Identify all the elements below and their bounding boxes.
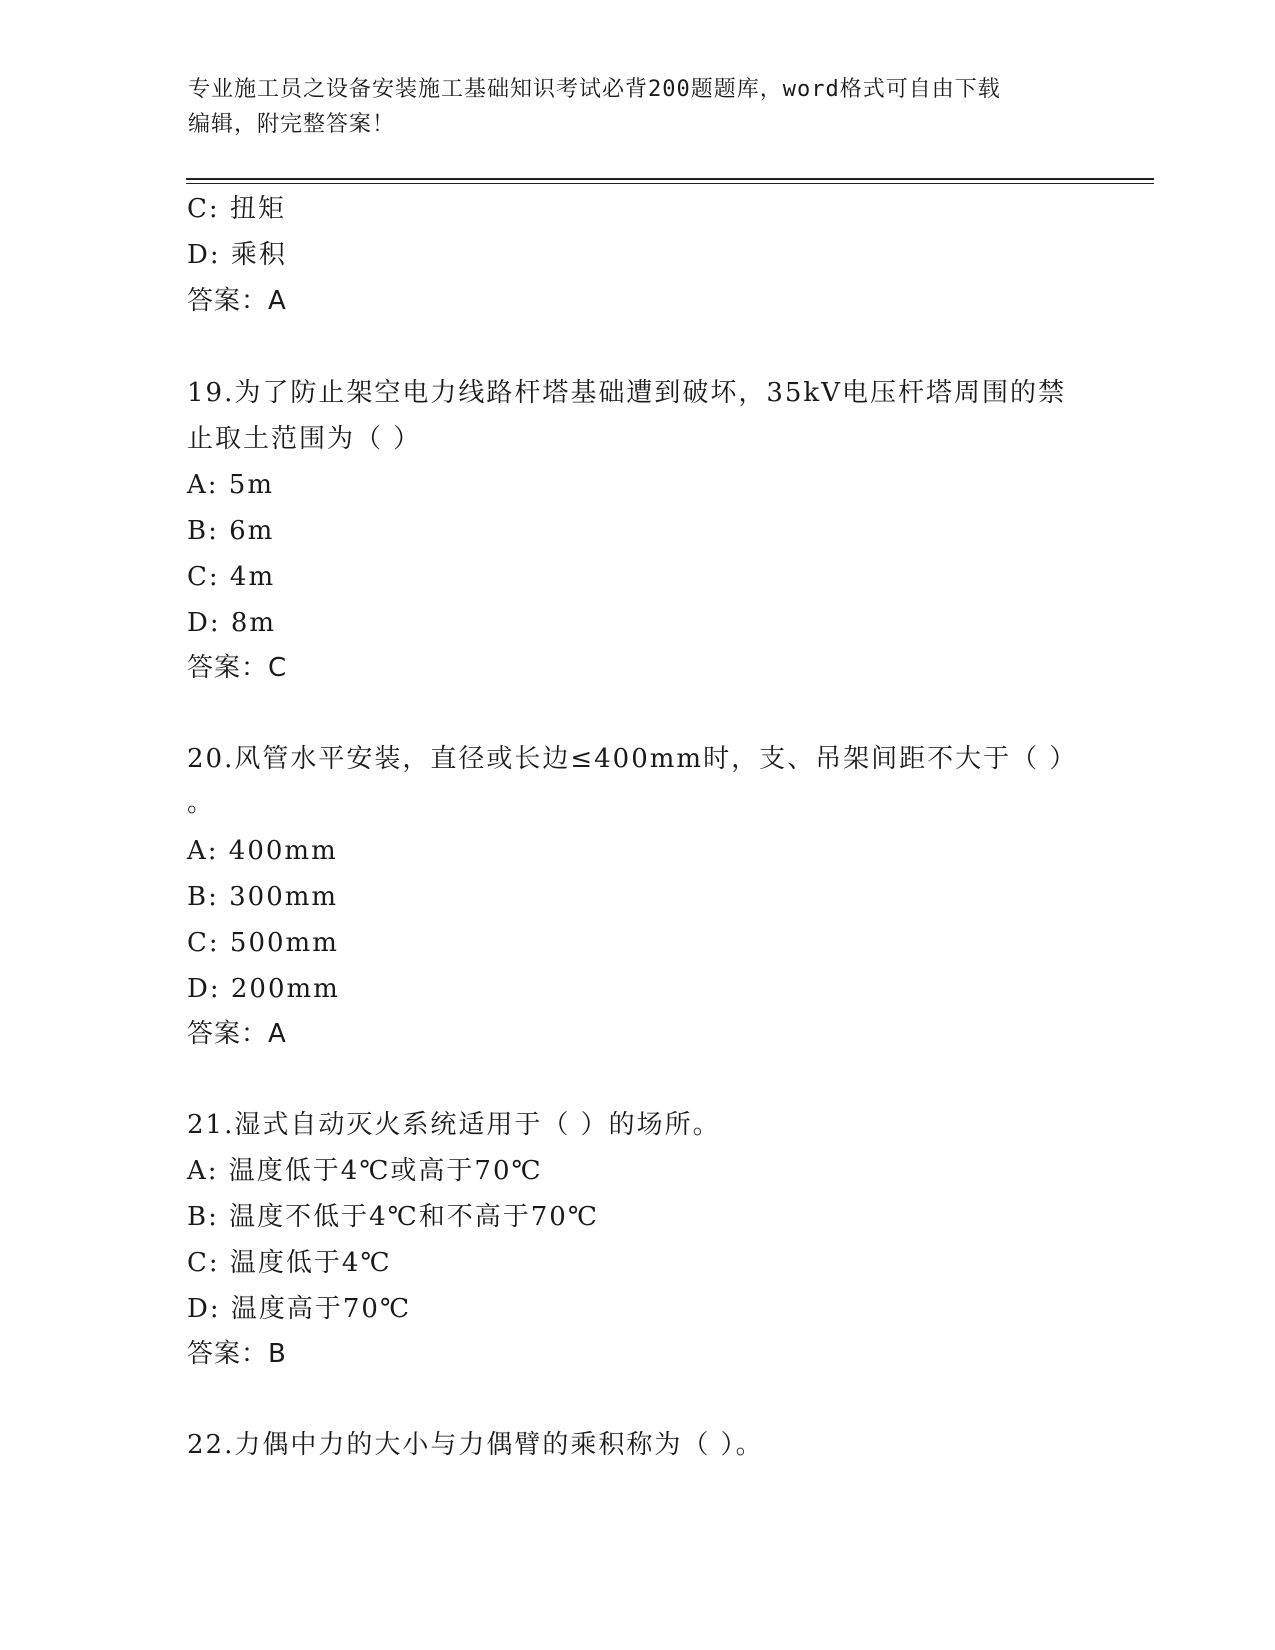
header-divider-thin (186, 183, 1154, 184)
q20-stem-line-2: 。 (187, 788, 216, 818)
q19-option-a: A: 5m (187, 470, 274, 500)
q20-answer: 答案：A (187, 1019, 287, 1049)
q19-option-d: D: 8m (187, 608, 277, 638)
q21-option-a: A: 温度低于4℃或高于70℃ (187, 1156, 543, 1186)
q20-option-b: B: 300mm (187, 882, 339, 912)
document-header (188, 72, 1088, 142)
q21-answer: 答案：B (187, 1339, 287, 1369)
q20-option-d: D: 200mm (187, 974, 340, 1004)
q21-option-c: C: 温度低于4℃ (187, 1248, 392, 1278)
q19-option-c: C: 4m (187, 562, 276, 592)
q18-option-c: C: 扭矩 (187, 194, 286, 224)
header-line-1: 专业施工员之设备安装施工基础知识考试必背200题题库，word格式可自由下载 (188, 77, 1001, 102)
q18-answer: 答案：A (187, 286, 287, 316)
q20-option-c: C: 500mm (187, 928, 339, 958)
q20-option-a: A: 400mm (187, 836, 338, 866)
header-divider-thick (186, 178, 1154, 180)
q18-option-d: D: 乘积 (187, 240, 287, 270)
q19-stem-line-1: 19.为了防止架空电力线路杆塔基础遭到破坏，35kV电压杆塔周围的禁 (187, 378, 1066, 408)
q19-answer: 答案：C (187, 653, 288, 683)
q21-option-d: D: 温度高于70℃ (187, 1294, 412, 1324)
q19-stem-line-2: 止取土范围为（ ） (187, 424, 422, 454)
q19-option-b: B: 6m (187, 516, 275, 546)
q21-option-b: B: 温度不低于4℃和不高于70℃ (187, 1202, 599, 1232)
q21-stem-line-1: 21.湿式自动灭火系统适用于（ ）的场所。 (187, 1110, 721, 1140)
header-line-2: 编辑，附完整答案！ (188, 112, 396, 137)
q22-stem-line-1: 22.力偶中力的大小与力偶臂的乘积称为（ ）。 (187, 1430, 764, 1460)
q20-stem-line-1: 20.风管水平安装，直径或长边≤400mm时，支、吊架间距不大于（ ） (187, 744, 1078, 774)
